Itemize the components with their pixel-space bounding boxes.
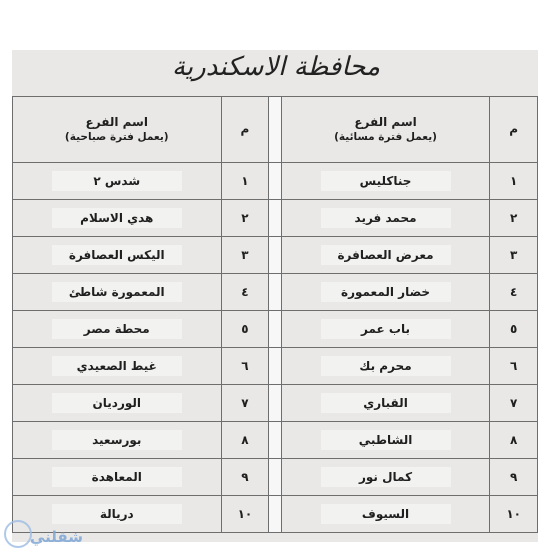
morning-index-header: م [221,97,269,163]
column-gap [269,311,282,348]
evening-branch-name [281,274,489,311]
morning-branch-label: بورسعيد [52,430,182,450]
morning-branch-label: المعاهدة [52,467,182,487]
table-row [13,163,538,200]
evening-branch-name [281,348,489,385]
tooth-icon [4,520,32,548]
evening-branch-label: الشاطبي [321,430,451,450]
morning-branch-name [13,496,222,533]
evening-branch-label: محمد فريد [321,208,451,228]
morning-branch-name [13,163,222,200]
evening-branch-label: معرض العصافرة [321,245,451,265]
column-gap [269,97,282,163]
evening-branch-name [281,496,489,533]
morning-branch-name [13,459,222,496]
evening-branch-name [281,200,489,237]
evening-branch-label: كمال نور [321,467,451,487]
evening-index: ٤ [490,274,538,311]
evening-name-subtitle: (يعمل فترة مسائية) [334,130,437,143]
column-gap [269,274,282,311]
morning-name-header [13,97,222,163]
morning-branch-label: المعمورة شاطئ [52,282,182,302]
evening-branch-name [281,311,489,348]
morning-index: ١ [221,163,269,200]
watermark-text: شقلني [30,528,83,546]
morning-branch-label: محطة مصر [52,319,182,339]
evening-index-header: م [490,97,538,163]
morning-branch-label: هدي الاسلام [52,208,182,228]
morning-name-title: اسم الفرع [85,114,148,129]
morning-index: ٥ [221,311,269,348]
column-gap [269,237,282,274]
morning-branch-label: الورديان [52,393,182,413]
column-gap [269,496,282,533]
evening-branch-name [281,422,489,459]
table-row [13,274,538,311]
morning-branch-name [13,348,222,385]
morning-branch-label: اليكس العصافرة [52,245,182,265]
evening-name-title: اسم الفرع [354,114,417,129]
table-row [13,496,538,533]
morning-index: ٨ [221,422,269,459]
table-row [13,348,538,385]
evening-branch-label: السيوف [321,504,451,524]
page-title: محافظة الاسكندرية [171,52,380,82]
table-row [13,200,538,237]
morning-index: ٣ [221,237,269,274]
branches-table [12,96,538,533]
evening-index: ٥ [490,311,538,348]
evening-branch-label: باب عمر [321,319,451,339]
table-row [13,422,538,459]
evening-branch-label: خضار المعمورة [321,282,451,302]
evening-index: ٦ [490,348,538,385]
evening-index: ٧ [490,385,538,422]
evening-index: ٩ [490,459,538,496]
table-header-row [13,97,538,163]
morning-name-subtitle: (يعمل فترة صباحية) [64,130,169,143]
table-row [13,311,538,348]
evening-index: ١٠ [490,496,538,533]
table-row [13,459,538,496]
morning-index: ٢ [221,200,269,237]
evening-branch-name [281,385,489,422]
evening-index: ٨ [490,422,538,459]
morning-branch-name [13,385,222,422]
morning-branch-name [13,200,222,237]
evening-branch-label: جناكليس [321,171,451,191]
morning-branch-name [13,237,222,274]
table-row [13,385,538,422]
column-gap [269,200,282,237]
evening-branch-name [281,459,489,496]
morning-index: ٤ [221,274,269,311]
morning-index: ٦ [221,348,269,385]
morning-index: ٩ [221,459,269,496]
evening-index: ٣ [490,237,538,274]
morning-branch-label: شدس ٢ [52,171,182,191]
evening-branch-label: محرم بك [321,356,451,376]
column-gap [269,385,282,422]
morning-branch-name [13,311,222,348]
morning-index: ١٠ [221,496,269,533]
morning-branch-name [13,422,222,459]
morning-branch-label: دريالة [52,504,182,524]
evening-name-header [281,97,489,163]
evening-branch-name [281,163,489,200]
morning-branch-label: غيط الصعيدي [52,356,182,376]
morning-index: ٧ [221,385,269,422]
column-gap [269,163,282,200]
column-gap [269,459,282,496]
column-gap [269,348,282,385]
morning-branch-name [13,274,222,311]
table-row [13,237,538,274]
column-gap [269,422,282,459]
top-strip [12,0,538,50]
evening-index: ١ [490,163,538,200]
evening-branch-name [281,237,489,274]
evening-index: ٢ [490,200,538,237]
evening-branch-label: القباري [321,393,451,413]
